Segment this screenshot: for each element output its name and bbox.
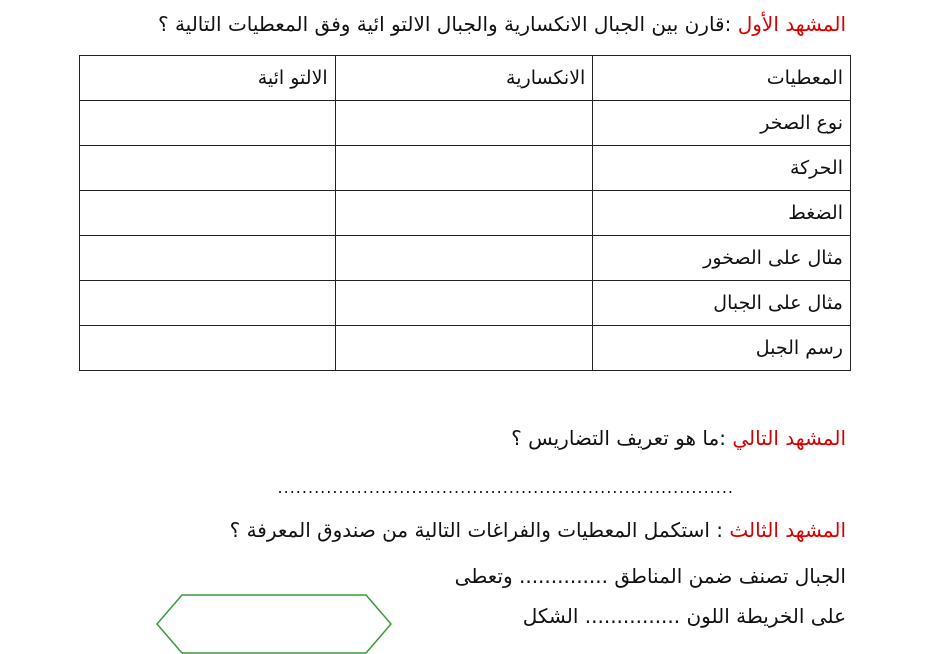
table-cell-input[interactable] <box>335 146 593 191</box>
table-row <box>80 146 851 191</box>
scene3-label: المشهد الثالث <box>729 518 846 542</box>
scene1-label: المشهد الأول <box>737 12 846 36</box>
table-row-label: الحركة <box>593 146 851 191</box>
table-cell-input[interactable] <box>335 281 593 326</box>
table-row <box>80 191 851 236</box>
table-row-label: نوع الصخر <box>593 101 851 146</box>
table-cell-input[interactable] <box>80 281 336 326</box>
scene1-question <box>158 10 846 38</box>
table-cell-input[interactable] <box>335 191 593 236</box>
table-cell-input[interactable] <box>80 236 336 281</box>
table-row <box>80 281 851 326</box>
table-row-label: مثال على الصخور <box>593 236 851 281</box>
table-cell-input[interactable] <box>80 326 336 371</box>
table-cell-input[interactable] <box>80 101 336 146</box>
table-row <box>80 101 851 146</box>
table-cell-input[interactable] <box>335 236 593 281</box>
table-header-cell: الالتو ائية <box>80 56 336 101</box>
table-row-label: مثال على الجبال <box>593 281 851 326</box>
table-header-cell: المعطيات <box>593 56 851 101</box>
scene3-fill-line-2[interactable]: على الخريطة اللون ............... الشكل <box>522 604 846 628</box>
table-row-label: الضغط <box>593 191 851 236</box>
table-cell-input[interactable] <box>335 101 593 146</box>
scene3-text: : استكمل المعطيات والفراغات التالية من صندوق المعرفة ؟ <box>229 518 723 542</box>
table-row <box>80 326 851 371</box>
table-header-row <box>80 56 851 101</box>
knowledge-box-hexagon <box>156 594 392 654</box>
scene1-text: :قارن بين الجبال الانكسارية والجبال الالتو ائية وفق المعطيات التالية ؟ <box>157 12 732 36</box>
scene2-label: المشهد التالي <box>732 426 846 450</box>
table-cell-input[interactable] <box>80 191 336 236</box>
scene2-text: :ما هو تعريف التضاريس ؟ <box>511 426 726 450</box>
table-row <box>80 236 851 281</box>
scene3-question <box>230 516 846 544</box>
knowledge-box-outline <box>157 595 391 653</box>
scene3-fill-line-1[interactable]: الجبال تصنف ضمن المناطق .............. وتعطى <box>454 564 846 588</box>
table-header-cell: الانكسارية <box>335 56 593 101</box>
table-row-label: رسم الجبل <box>593 326 851 371</box>
scene2-answer-line[interactable]: ........................................................................... <box>277 478 734 497</box>
table-cell-input[interactable] <box>80 146 336 191</box>
scene2-question <box>511 424 846 452</box>
comparison-table <box>79 55 851 371</box>
table-cell-input[interactable] <box>335 326 593 371</box>
